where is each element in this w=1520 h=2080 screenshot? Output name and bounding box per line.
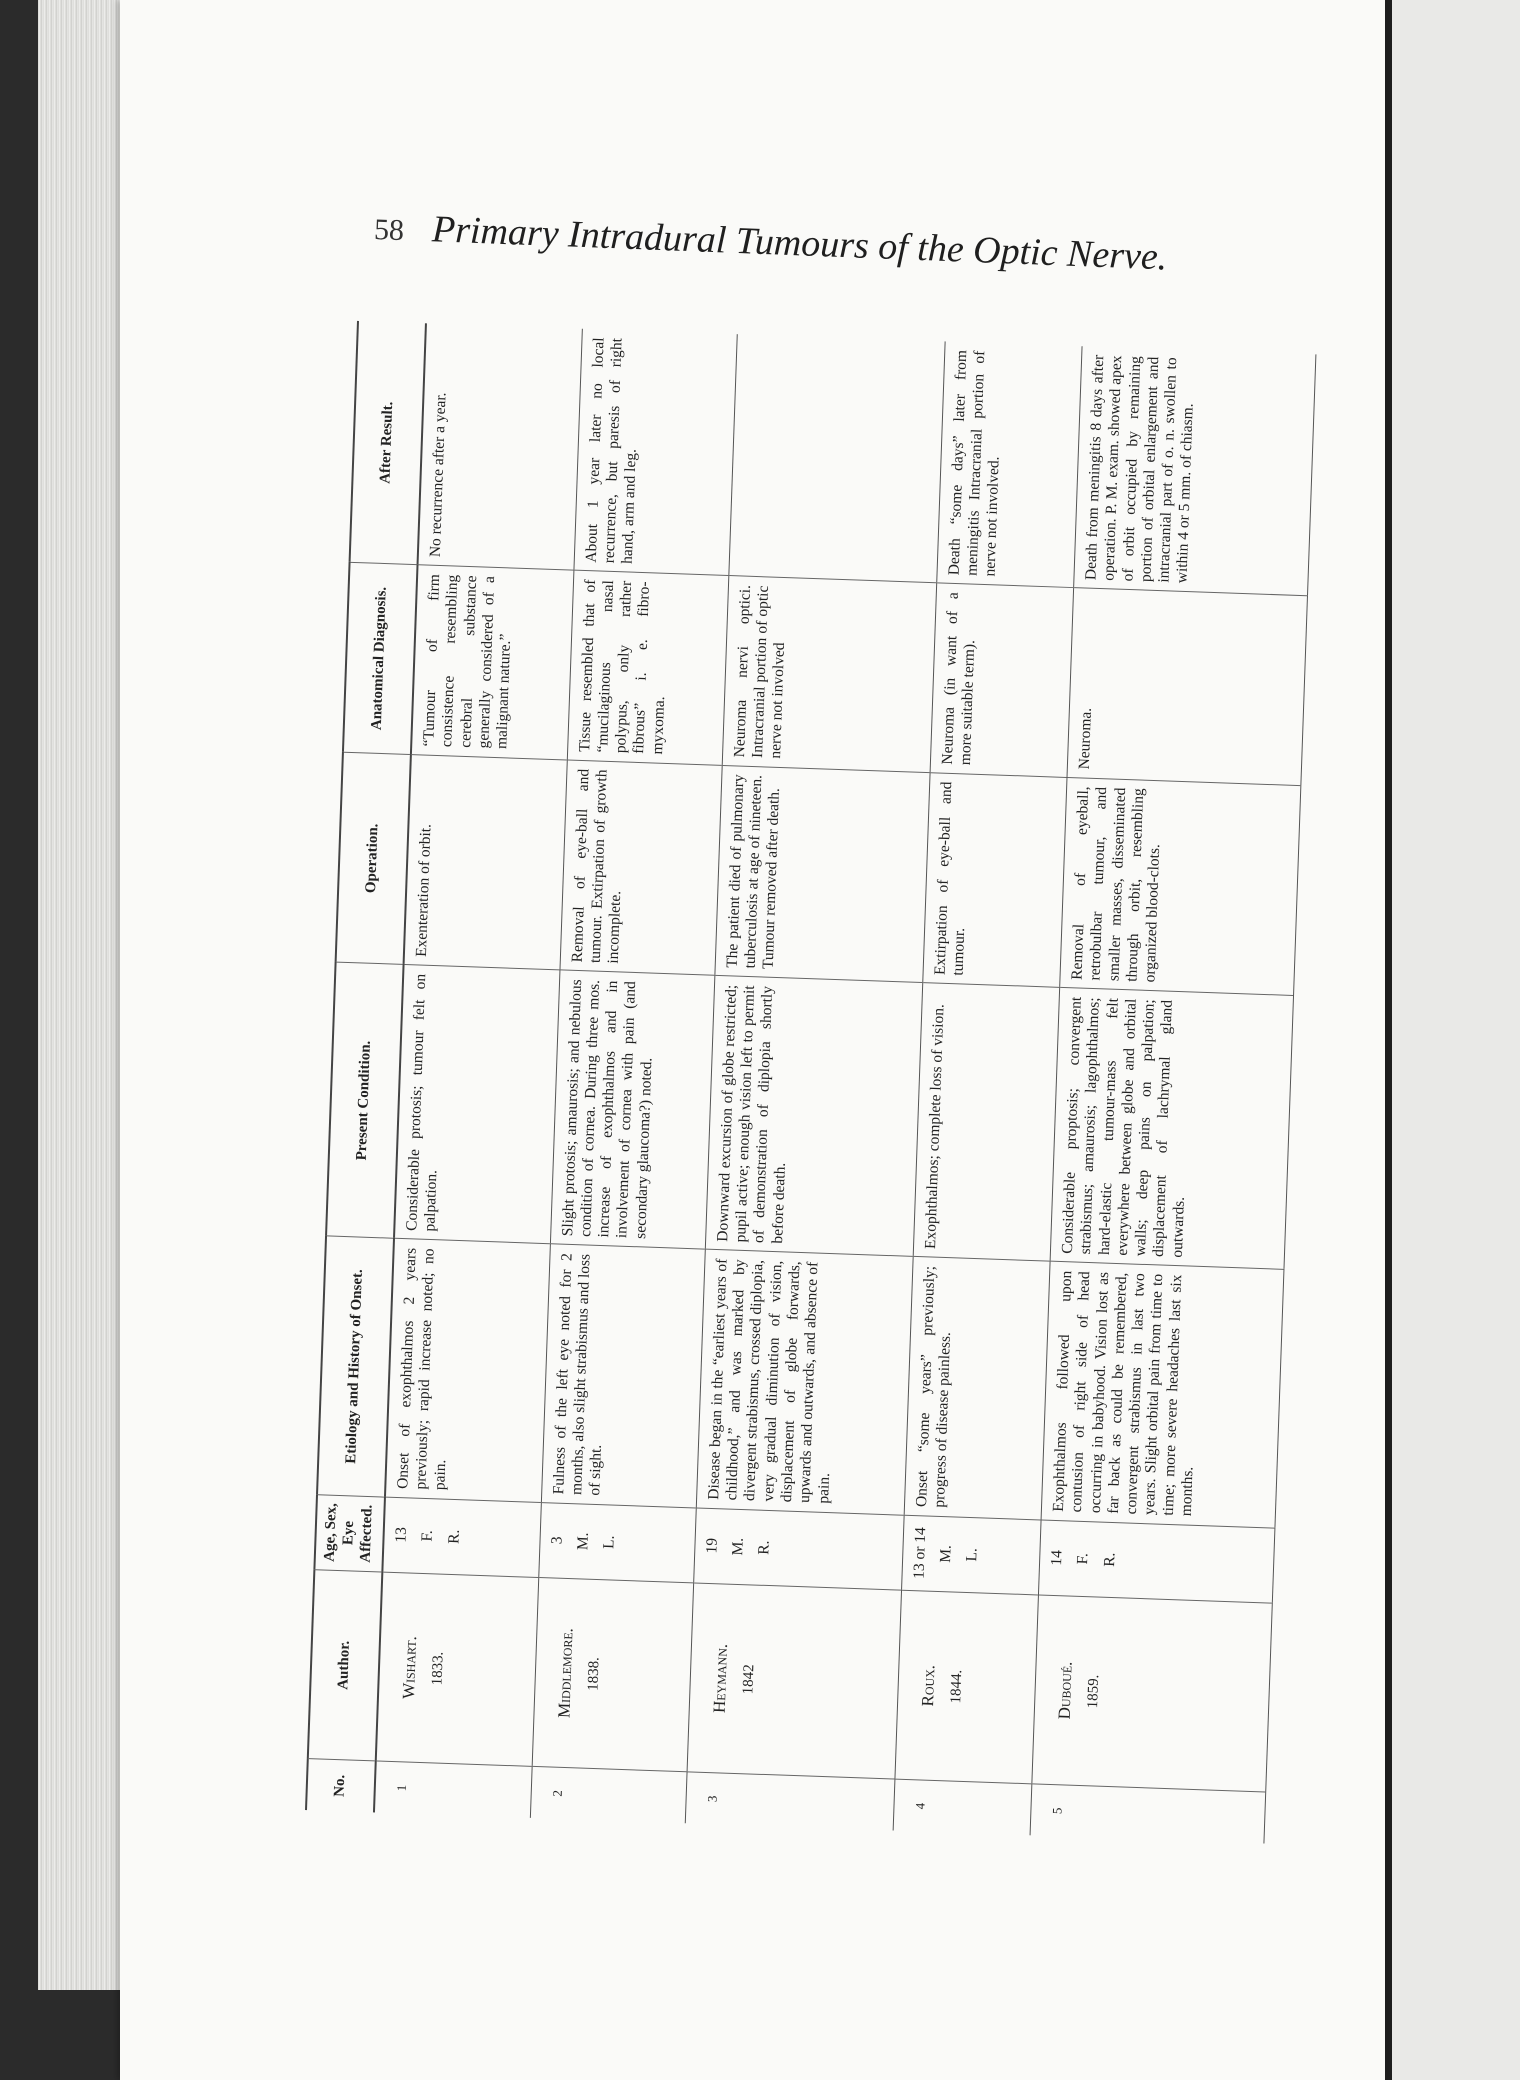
cell-present: Downward excursion of globe restricted; pupil active; enough vision left to permit of demonstration of diplopia shortly before death. [705, 976, 922, 1257]
row-number: 3 [704, 1795, 720, 1803]
sex: F. [1074, 1552, 1092, 1565]
cell-no [374, 1761, 532, 1818]
cell-after [729, 334, 945, 583]
age: 19 [703, 1537, 721, 1554]
row-number: 5 [1049, 1807, 1065, 1815]
author-year: 1838. [584, 1656, 603, 1692]
cell-age [901, 1515, 1041, 1595]
col-header-anatomical: Anatomical Diagnosis. [343, 563, 418, 755]
cell-author [687, 1583, 901, 1780]
cell-age [382, 1497, 541, 1578]
age: 14 [1047, 1549, 1066, 1566]
col-header-operation: Operation. [336, 752, 411, 965]
cell-author [532, 1577, 694, 1772]
author-year: 1842 [740, 1664, 758, 1695]
age: 3 [547, 1536, 566, 1545]
cell-operation: Removal of eyeball, retrobulbar tumour, and smaller masses, disseminated through orbit, resembling organized blood-clots. [1060, 777, 1301, 996]
cell-operation: Removal of eye-ball and tumour. Extirpation of growth incomplete. [560, 760, 723, 976]
row-number: 1 [393, 1784, 409, 1792]
cell-operation: Extirpation of eye-ball and tumour. [922, 772, 1067, 987]
book-gutter [1385, 0, 1392, 2080]
eye: L. [600, 1535, 618, 1550]
author-name: Middlemore. [553, 1627, 577, 1719]
author-name: Heymann. [709, 1643, 731, 1714]
row-number: 2 [549, 1789, 565, 1797]
cell-etiology: Disease began in the “earliest years of childhood,” and was marked by divergent strabismus, crossed diplopia, very gradual diminution of vision, displacement of globe forwards, upwards and outwards, and absence of pain. [696, 1250, 913, 1515]
cell-after: No recurrence after a year. [418, 323, 582, 570]
cell-etiology: Onset “some years” previously; progress of disease painless. [904, 1257, 1050, 1520]
sex: F. [418, 1529, 437, 1542]
cell-anatomical: Neuroma. [1067, 588, 1307, 785]
cell-after: Death “some days” later from meningitis Intracranial portion of nerve not involved. [936, 341, 1082, 588]
sex: M. [936, 1544, 955, 1564]
page-number: 58 [373, 212, 405, 248]
cell-no [893, 1779, 1032, 1835]
cell-present: Considerable protosis; tumour felt on palpation. [394, 965, 560, 1244]
col-header-after: After Result. [350, 321, 426, 565]
author-name: Wishart. [398, 1635, 421, 1700]
cell-anatomical: “Tumour of firm consistence resembling cerebral substance generally considered of a malignant nature.” [411, 565, 574, 760]
cell-anatomical: Neuroma nervi optici. Intracranial portion of optic nerve not involved [722, 576, 936, 773]
cell-no [1030, 1784, 1266, 1843]
case-table [305, 321, 1316, 1844]
cell-operation: The patient died of pulmonary tuberculosis at age of nineteen. Tumour removed after death. [715, 765, 930, 983]
row-number: 4 [912, 1802, 928, 1810]
cell-operation: Exenteration of orbit. [404, 754, 567, 970]
eye: R. [1100, 1552, 1119, 1568]
cell-author [376, 1572, 539, 1767]
author-year: 1833. [429, 1651, 447, 1686]
age: 13 or 14 [910, 1526, 929, 1580]
cell-age [538, 1502, 696, 1583]
cell-age [1038, 1520, 1274, 1603]
col-header-author: Author. [308, 1569, 383, 1761]
cell-age [694, 1508, 904, 1590]
cell-etiology: Fulness of the left eye noted for 2 months, also slight strabismus and loss of sight. [541, 1244, 705, 1507]
adjacent-page [1392, 0, 1520, 2080]
cell-etiology: Onset of exophthalmos 2 years previously; rapid increase noted; no pain. [385, 1239, 550, 1502]
cell-no [685, 1772, 894, 1831]
author-name: Duboué. [1054, 1661, 1076, 1720]
author-name: Roux. [917, 1664, 939, 1707]
cell-anatomical: Tissue resembled that of “mucilaginous nasal polypus, only rather fibrous” i. e. fibro-myxoma. [567, 570, 729, 765]
col-header-age: Age, Sex, Eye Affected. [314, 1494, 385, 1571]
cell-author [1032, 1595, 1272, 1792]
col-header-present: Present Condition. [326, 962, 404, 1238]
author-year: 1844. [947, 1669, 965, 1704]
sex: M. [729, 1537, 747, 1556]
running-title: Primary Intradural Tumours of the Optic Nerve. [431, 208, 1169, 279]
cell-after: Death from meningitis 8 days after operation. P. M. exam. showed apex of orbit occupied by remaining portion of orbital enlargement and intracranial part of o. n. swollen to within 4 or 5 mm. of chiasm. [1074, 346, 1316, 596]
cell-present: Slight protosis; amaurosis; and nebulous condition of cornea. During three mos. increase of exophthalmos and in involvement of cornea with pain (and secondary glaucoma?) noted. [550, 970, 715, 1249]
eye: R. [755, 1540, 774, 1555]
cell-after: About 1 year later no local recurrence, but paresis of right hand, arm and leg. [573, 329, 737, 576]
col-header-etiology: Etiology and History of Onset. [317, 1236, 394, 1496]
cell-anatomical: Neuroma (in want of a more suitable term). [930, 583, 1074, 777]
cell-author [895, 1590, 1039, 1784]
col-header-no: No. [306, 1759, 376, 1813]
cell-present: Exophthalmos; complete loss of vision. [913, 983, 1060, 1262]
cell-present: Considerable proptosis; convergent strabismus; amaurosis; lagophthalmos; hard-elastic tumour-mass felt everywhere between globe and orbital walls; deep pains on palpation; displacement of lachrymal gland outwards. [1050, 988, 1293, 1270]
eye: R. [444, 1529, 463, 1545]
sex: M. [574, 1532, 592, 1551]
age: 13 [392, 1526, 410, 1543]
case-table-wrapper [305, 321, 1316, 1844]
cell-no [530, 1767, 687, 1824]
cell-etiology: Exophthalmos followed upon contusion of right side of head occurring in babyhood. Vision lost as far back as could be remembered, convergent strabismus in last two years. Slight orbital pain from time to time; more severe headaches last six months. [1041, 1262, 1284, 1528]
eye: L. [963, 1547, 981, 1562]
author-year: 1859. [1085, 1674, 1103, 1709]
